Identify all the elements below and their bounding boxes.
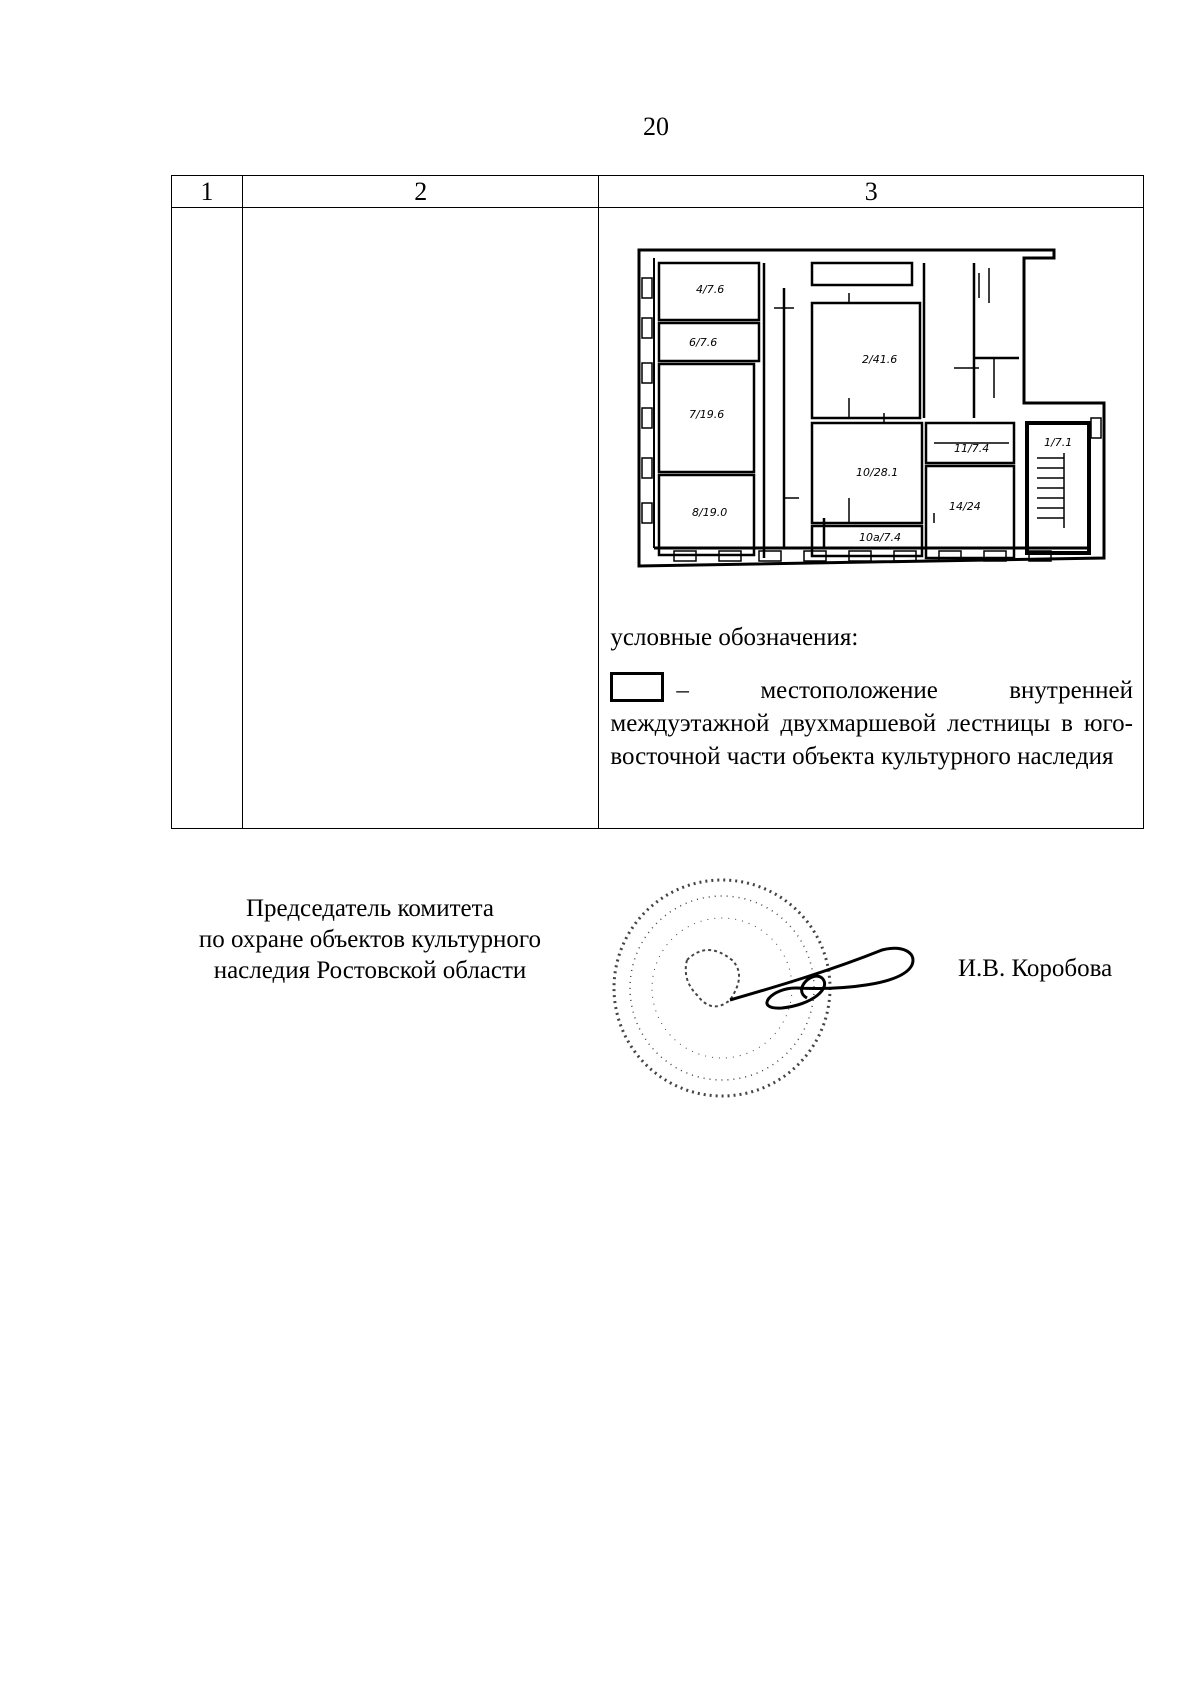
column-header-2: 2	[243, 176, 599, 208]
room-label: 14/24	[949, 500, 982, 513]
signatory-title-line: наследия Ростовской области	[213, 957, 527, 984]
room-label: 8/19.0	[692, 506, 728, 519]
room-label: 4/7.6	[696, 283, 725, 296]
column-header-1: 1	[172, 176, 243, 208]
page-number: 20	[643, 112, 669, 141]
room-label: 10a/7.4	[859, 531, 902, 544]
room-label: 7/19.6	[689, 408, 725, 421]
legend-description: местоположение внутренней междуэтажной двухмаршевой лестницы в юго-восточной части объекта культурного наследия	[610, 677, 1133, 770]
room-label: 11/7.4	[954, 442, 990, 455]
column-header-3: 3	[599, 176, 1144, 208]
legend-item	[610, 672, 1133, 773]
signatory-name: И.В. Коробова	[958, 955, 1113, 982]
cell-number	[172, 208, 243, 829]
room-label: 10/28.1	[856, 466, 899, 479]
legend-dash: –	[676, 677, 689, 704]
room-label: 1/7.1	[1044, 436, 1073, 449]
legend-title: условные обозначения:	[610, 624, 859, 651]
signatory-title-line: по охране объектов культурного	[198, 926, 542, 953]
signature-mark	[730, 948, 913, 1008]
staircase-legend-icon	[610, 672, 664, 702]
cell-plan	[599, 208, 1144, 829]
floor-plan	[634, 248, 1109, 608]
cell-description	[243, 208, 599, 829]
signatory-title	[170, 893, 570, 986]
table-header-row	[172, 176, 1144, 208]
official-stamp	[612, 870, 932, 1110]
signatory-title-line: Председатель комитета	[246, 895, 494, 922]
room-label: 6/7.6	[689, 336, 718, 349]
main-table	[171, 175, 1144, 829]
table-body-row	[172, 208, 1144, 829]
room-label: 2/41.6	[862, 353, 898, 366]
